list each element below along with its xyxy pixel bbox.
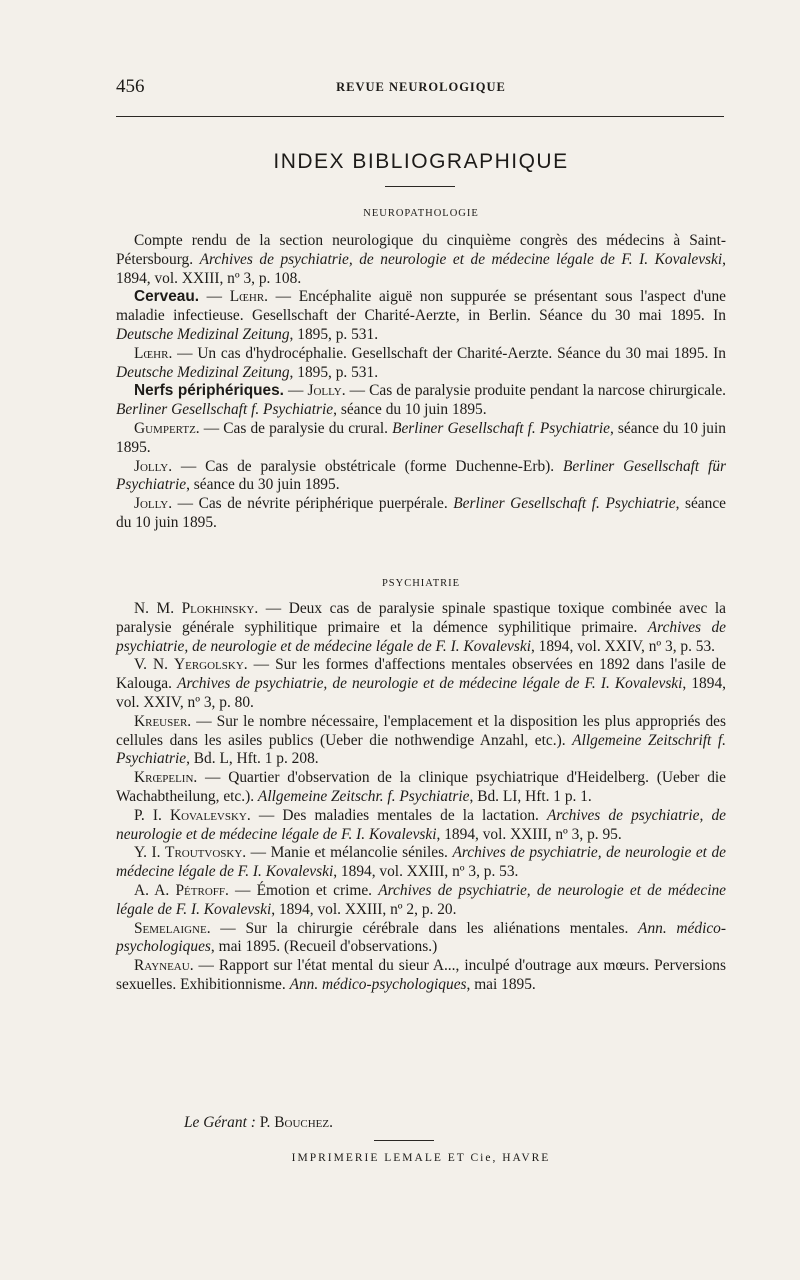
entry-neuro-6: Jolly. — Cas de paralysie obstétricale (forme Duchenne-Erb). Berliner Gesellschaft für Psychiatrie, séance du 30 juin 1895. xyxy=(116,457,727,494)
initials: N. M. xyxy=(134,600,175,617)
signature xyxy=(184,1114,333,1132)
journal: Deutsche Medizinal Zeitung xyxy=(116,325,290,343)
signature-initial: P. xyxy=(259,1114,271,1131)
entry-psy-3: Kreuser. — Sur le nombre nécessaire, l'emplacement et la disposition les plus appropriés des cellules dans les asiles publics (Ueber die nothwendige Anzahl, etc.). Allgemeine Zeitschrift f. Psychiatrie, Bd. L, Hft. 1 p. 208. xyxy=(116,712,726,768)
entry-neuro-5: Gumpertz. — Cas de paralysie du crural. Berliner Gesellschaft f. Psychiatrie, séance du 10 juin 1895. xyxy=(116,419,726,456)
journal: Berliner Gesellschaft für Psychiatrie xyxy=(116,457,727,494)
journal: Archives de psychiatrie, de neurologie et de médecine légale de F. I. Kovalevski xyxy=(199,250,723,268)
running-title: REVUE NEUROLOGIQUE xyxy=(336,80,506,94)
journal: Berliner Gesellschaft f. Psychiatrie xyxy=(392,419,610,437)
section-heading-neuropathologie: NEUROPATHOLOGIE xyxy=(363,208,479,219)
journal: Archives de psychiatrie, de neurologie et de médecine légale de F. I. Kovalevski xyxy=(116,844,726,881)
main-title: INDEX BIBLIOGRAPHIQUE xyxy=(273,150,569,173)
entry-neuro-7: Jolly. — Cas de névrite périphérique puerpérale. Berliner Gesellschaft f. Psychiatrie, séance du 10 juin 1895. xyxy=(116,495,726,531)
entry-neuro-4: Nerfs périphériques. — Jolly. — Cas de paralysie produite pendant la narcose chirurgicale. Berliner Gesellschaft f. Psychiatrie, séance du 10 juin 1895. xyxy=(116,382,727,419)
journal: Allgemeine Zeitschr. f. Psychiatrie xyxy=(257,787,470,805)
journal: Archives de psychiatrie, de neurologie et de médecine légale de F. I. Kovalevski xyxy=(116,881,726,918)
entry-psy-6: Y. I. Troutvosky. — Manie et mélancolie séniles. Archives de psychiatrie, de neurologie et de médecine légale de F. I. Kovalevski, 1894, vol. XXIII, nº 3, p. 53. xyxy=(116,844,726,881)
author: Lœhr. xyxy=(229,288,269,306)
author: Jolly. xyxy=(134,495,173,513)
entry-psy-8: Semelaigne. — Sur la chirurgie cérébrale dans les aliénations mentales. Ann. médico-psychologiques, mai 1895. (Recueil d'observations.) xyxy=(116,919,726,956)
author: Jolly. xyxy=(134,457,173,475)
journal: Archives de psychiatrie, de neurologie et de médecine légale de F. I. Kovalevski xyxy=(116,806,726,843)
title-rule xyxy=(385,186,455,187)
author: Kovalevsky. xyxy=(169,806,251,824)
header-rule xyxy=(116,116,724,117)
entry-psy-7: A. A. Pétroff. — Émotion et crime. Archives de psychiatrie, de neurologie et de médecine légale de F. I. Kovalevski, 1894, vol. XXIII, nº 2, p. 20. xyxy=(116,881,726,918)
entry-neuro-3: Lœhr. — Un cas d'hydrocéphalie. Gesellschaft der Charité-Aerzte. Séance du 30 mai 1895. In Deutsche Medizinal Zeitung, 1895, p. 531. xyxy=(116,344,726,381)
journal: Ann. médico-psychologiques xyxy=(289,975,467,993)
entry-psy-4: Krœpelin. — Quartier d'observation de la clinique psychiatrique d'Heidelberg. (Ueber die Wachabtheilung, etc.). Allgemeine Zeitschr. f. Psychiatrie, Bd. LI, Hft. 1 p. 1. xyxy=(116,769,727,805)
initials: P. I. xyxy=(134,806,162,824)
entry-psy-1: N. M. Plokhinsky. — Deux cas de paralysie spinale spastique toxique combinée avec la paralysie générale syphilitique primaire et la démence syphilitique primaire. Archives de psychiatrie, de neurologie et de médecine légale de F. I. Kovalevski, 1894, vol. XXIV, nº 3, p. 53. xyxy=(116,600,726,655)
page-header xyxy=(116,76,726,100)
initials: Y. I. xyxy=(134,844,161,862)
journal: Ann. médico-psychologiques xyxy=(116,919,726,956)
author: Jolly. xyxy=(307,382,346,400)
psychiatrie-entries xyxy=(116,600,726,995)
author: Gumpertz. xyxy=(134,419,200,437)
author: Semelaigne. xyxy=(134,919,211,937)
section-heading-psychiatrie: PSYCHIATRIE xyxy=(381,578,461,589)
neuropathologie-entries xyxy=(116,232,726,533)
journal: Berliner Gesellschaft f. Psychiatrie xyxy=(453,495,676,513)
journal: Archives de psychiatrie, de neurologie et de médecine légale de F. I. Kovalevski xyxy=(116,618,726,655)
entry-psy-9: Rayneau. — Rapport sur l'état mental du sieur A..., inculpé d'outrage aux mœurs. Perversions sexuelles. Exhibitionnisme. Ann. médico-psychologiques, mai 1895. xyxy=(116,957,726,993)
entry-psy-5: P. I. Kovalevsky. — Des maladies mentales de la lactation. Archives de psychiatrie, de neurologie et de médecine légale de F. I. Kovalevski, 1894, vol. XXIII, nº 3, p. 95. xyxy=(116,806,726,843)
author: Kreuser. xyxy=(134,712,192,730)
author: Yergolsky. xyxy=(174,656,248,674)
topic: Cerveau. xyxy=(134,288,200,306)
author: Lœhr. xyxy=(134,344,173,362)
author: Plokhinsky. xyxy=(181,600,259,617)
signature-name: Bouchez. xyxy=(274,1114,333,1131)
signature-rule xyxy=(374,1140,434,1141)
page-number: 456 xyxy=(116,76,145,97)
signature-label: Le Gérant : xyxy=(184,1114,256,1131)
journal: Allgemeine Zeitschrift f. Psychiatrie xyxy=(116,731,726,768)
author: Krœpelin. xyxy=(134,769,198,787)
author: Troutvosky. xyxy=(165,844,247,862)
entry-psy-2: V. N. Yergolsky. — Sur les formes d'affections mentales observées en 1892 dans l'asile de Kalouga. Archives de psychiatrie, de neurologie et de médecine légale de F. I. Kovalevski, 1894, vol. XXIV, nº 3, p. 80. xyxy=(116,656,727,711)
journal: Berliner Gesellschaft f. Psychiatrie xyxy=(116,401,334,419)
journal: Archives de psychiatrie, de neurologie et de médecine légale de F. I. Kovalevski xyxy=(177,675,683,693)
topic: Nerfs périphériques. xyxy=(134,382,284,400)
initials: V. N. xyxy=(134,656,168,674)
printer-imprint: IMPRIMERIE LEMALE ET Cie, HAVRE xyxy=(291,1152,551,1164)
author: Pétroff. xyxy=(175,881,229,899)
journal: Deutsche Medizinal Zeitung xyxy=(116,363,290,381)
entry-neuro-1: Compte rendu de la section neurologique du cinquième congrès des médecins à Saint-Pétersbourg. Archives de psychiatrie, de neurologie et de médecine légale de F. I. Kovalevski, 1894, vol. XXIII, nº 3, p. 108. xyxy=(116,232,726,287)
entry-neuro-2: Cerveau. — Lœhr. — Encéphalite aiguë non suppurée se présentant sous l'aspect d'une maladie infectieuse. Gesellschaft der Charité-Aerzte, in Berlin. Séance du 30 mai 1895. In Deutsche Medizinal Zeitung, 1895, p. 531. xyxy=(116,288,727,343)
initials: A. A. xyxy=(134,881,170,899)
author: Rayneau. xyxy=(134,957,194,975)
